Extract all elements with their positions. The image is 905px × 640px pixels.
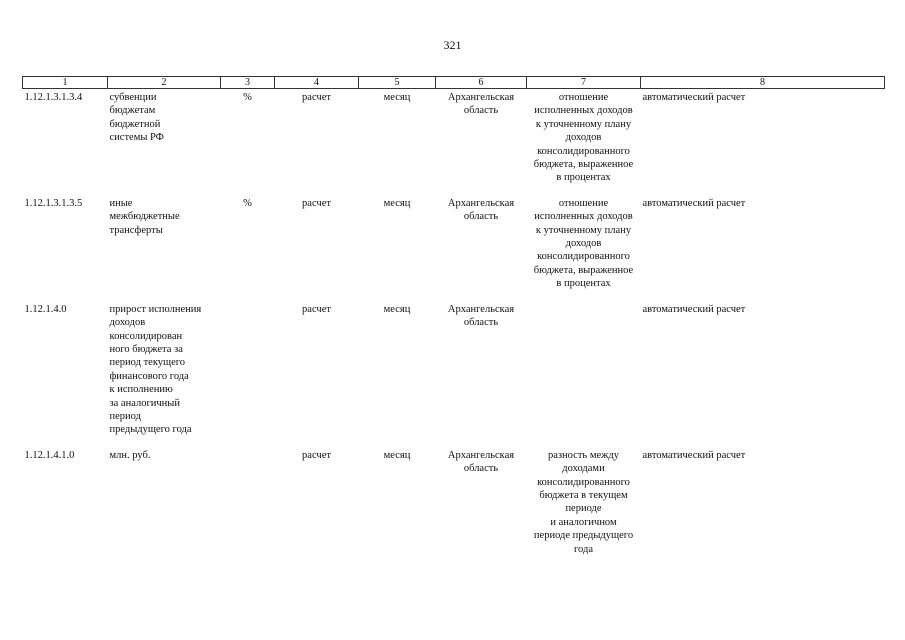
source: автоматический расчет [642,92,746,103]
indicator-name: субвенции бюджетам бюджетной системы РФ [109,92,164,144]
method: расчет [302,449,331,461]
source: автоматический расчет [642,303,746,315]
description: отношение исполненных доходов к уточненному плану доходов консолидированного бюджета, выраженное в процентах [533,92,634,184]
column-number-5: 5 [359,77,436,89]
unit [221,301,275,437]
table-row [23,301,885,437]
unit: % [243,197,252,209]
period: месяц [383,197,411,209]
region: Архангельская область [447,449,515,475]
unit: % [243,92,252,103]
indicator-table [22,76,885,556]
description: отношение исполненных доходов к уточненному плану доходов консолидированного бюджета, выраженное в процентах [533,197,634,290]
indicator-name: иные межбюджетные трансферты [109,197,180,236]
table-row [23,89,885,185]
row-spacer [23,291,885,301]
method: расчет [302,197,331,209]
column-number-4: 4 [275,77,359,89]
region: Архангельская область [447,303,515,329]
row-spacer [23,185,885,195]
column-number-6: 6 [436,77,527,89]
column-number-1: 1 [23,77,108,89]
source: автоматический расчет [642,197,746,209]
region: Архангельская область [447,92,515,117]
column-number-3: 3 [221,77,275,89]
column-number-2: 2 [108,77,221,89]
period: месяц [383,92,411,103]
source: автоматический расчет [642,449,746,461]
indicator-code: 1.12.1.4.1.0 [24,449,75,461]
description: разность между доходами консолидированного бюджета в текущем периоде и аналогичном периоде предыдущего года [533,449,634,555]
indicator-name: прирост исполнения доходов консолидирован ного бюджета за период текущего финансового года к исполнению за аналогичный период предыдущего года [109,303,202,436]
period: месяц [383,303,411,315]
table-row [23,195,885,291]
region: Архангельская область [447,197,515,223]
column-number-8: 8 [641,77,885,89]
column-number-header [23,77,885,89]
table-row [23,447,885,556]
indicator-code: 1.12.1.3.1.3.5 [24,197,83,209]
column-number-7: 7 [527,77,641,89]
method: расчет [302,303,331,315]
indicator-name: млн. руб. [109,449,151,461]
unit [221,447,275,556]
indicator-code: 1.12.1.4.0 [24,303,67,315]
indicator-code: 1.12.1.3.1.3.4 [24,92,83,103]
method: расчет [302,92,331,103]
row-spacer [23,437,885,447]
page-number: 321 [443,38,462,52]
period: месяц [383,449,411,461]
